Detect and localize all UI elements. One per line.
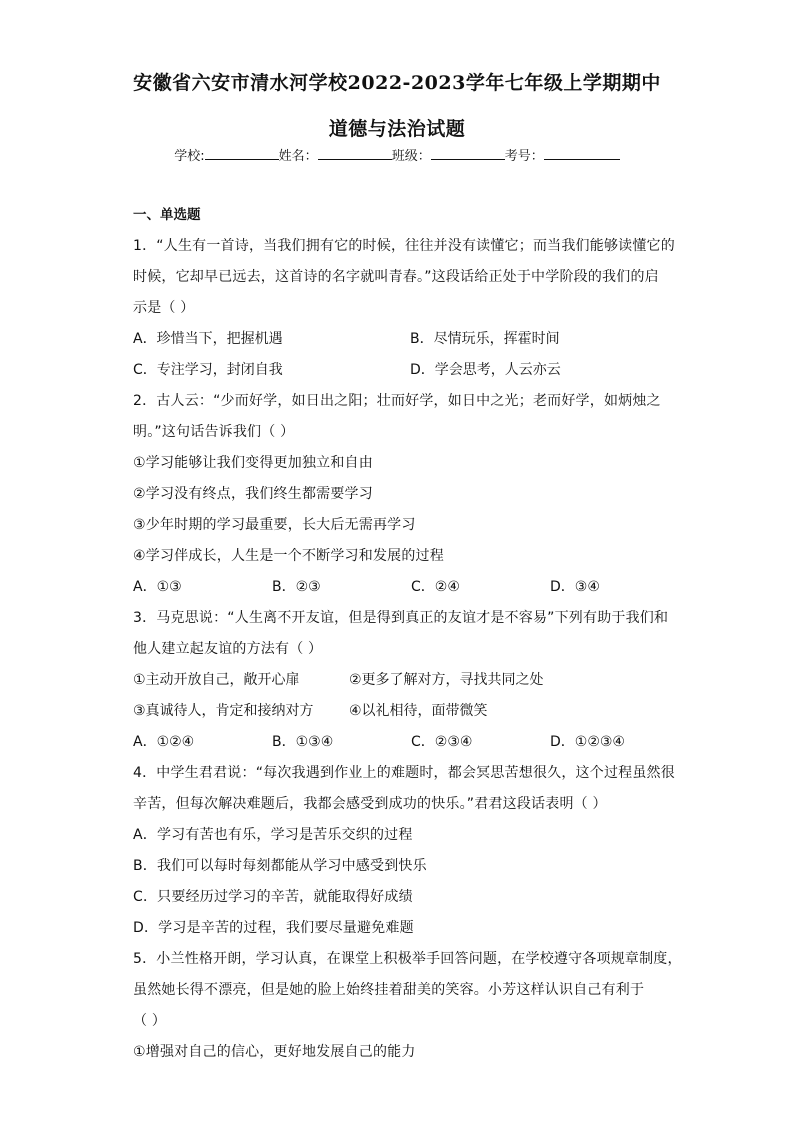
option-a: A．①③ [133,579,182,595]
statement: ③真诚待人，肯定和接纳对方 [133,703,314,719]
question-text: （ ） [133,1013,167,1029]
question-text: 他人建立起友谊的方法有（ ） [133,641,323,657]
question-text: 5．小兰性格开朗，学习认真，在课堂上积极举手回答问题，在学校遵守各项规章制度， [133,951,682,967]
option-b: B．我们可以每时每刻都能从学习中感受到快乐 [133,858,427,874]
question-text: 虽然她长得不漂亮，但是她的脸上始终挂着甜美的笑容。小芳这样认识自己有利于 [133,982,645,998]
option-d: D．学会思考，人云亦云 [410,362,561,378]
statement: ①主动开放自己，敞开心扉 [133,672,300,688]
option-c: C．专注学习，封闭自我 [133,362,283,378]
option-a: A．珍惜当下，把握机遇 [133,331,283,347]
option-c: C．只要经历过学习的辛苦，就能取得好成绩 [133,889,413,905]
question-text: 4．中学生君君说：“每次我遇到作业上的难题时，都会冥思苦想很久，这个过程虽然很 [133,765,675,781]
option-d: D．①②③④ [550,734,625,750]
number-label: 考号： [504,149,544,164]
question-text: 2．古人云：“少而好学，如日出之阳；壮而好学，如日中之光；老而好学，如炳烛之 [133,393,661,409]
question-text: 时候，它却早已远去，这首诗的名字就叫青春。”这段话给正处于中学阶段的我们的启 [133,269,659,285]
option-row [133,355,673,386]
student-info-line [0,145,794,164]
option-c: C．②③④ [411,734,473,750]
option-c: C．②④ [411,579,460,595]
school-blank [205,147,279,160]
option-b: B．①③④ [272,734,334,750]
statement-row [133,665,673,696]
option-b: B．尽情玩乐，挥霍时间 [410,331,560,347]
exam-title-line2: 道德与法治试题 [328,118,466,140]
question-text: 1．“人生有一首诗，当我们拥有它的时候，往往并没有读懂它；而当我们能够读懂它的 [133,238,675,254]
statement: ①增强对自己的信心，更好地发展自己的能力 [133,1044,416,1060]
option-a: A．学习有苦也有乐，学习是苦乐交织的过程 [133,827,413,843]
option-row [133,324,673,355]
statement: ③少年时期的学习最重要，长大后无需再学习 [133,517,416,533]
question-2 [133,386,673,603]
question-text: 明。”这句话告诉我们（ ） [133,424,295,440]
option-d: D．学习是辛苦的过程，我们要尽量避免难题 [133,920,414,936]
question-text: 示是（ ） [133,300,195,316]
question-4 [133,758,673,944]
question-text: 3．马克思说：“人生离不开友谊，但是得到真正的友谊才是不容易”下列有助于我们和 [133,610,669,626]
class-label: 班级： [391,149,431,164]
statement: ②更多了解对方，寻找共同之处 [349,672,544,688]
option-d: D．③④ [550,579,600,595]
name-label: 姓名： [278,149,318,164]
question-1 [133,231,673,386]
option-b: B．②③ [272,579,321,595]
class-blank [431,147,505,160]
question-3 [133,603,673,758]
school-label: 学校: [174,149,205,164]
option-row [133,727,673,758]
statement-row [133,696,673,727]
option-row [133,572,673,603]
exam-content [133,205,682,1068]
exam-title-line1: 安徽省六安市清水河学校2022-2023学年七年级上学期期中 [133,72,661,94]
statement: ①学习能够让我们变得更加独立和自由 [133,455,373,471]
name-blank [318,147,392,160]
statement: ②学习没有终点，我们终生都需要学习 [133,486,373,502]
statement: ④以礼相待，面带微笑 [349,703,488,719]
question-text: 辛苦，但每次解决难题后，我都会感受到成功的快乐。”君君这段话表明（ ） [133,796,607,812]
section-heading: 一、单选题 [133,207,201,223]
statement: ④学习伴成长，人生是一个不断学习和发展的过程 [133,548,444,564]
option-a: A．①②④ [133,734,195,750]
question-5 [133,944,682,1068]
number-blank [544,147,620,160]
